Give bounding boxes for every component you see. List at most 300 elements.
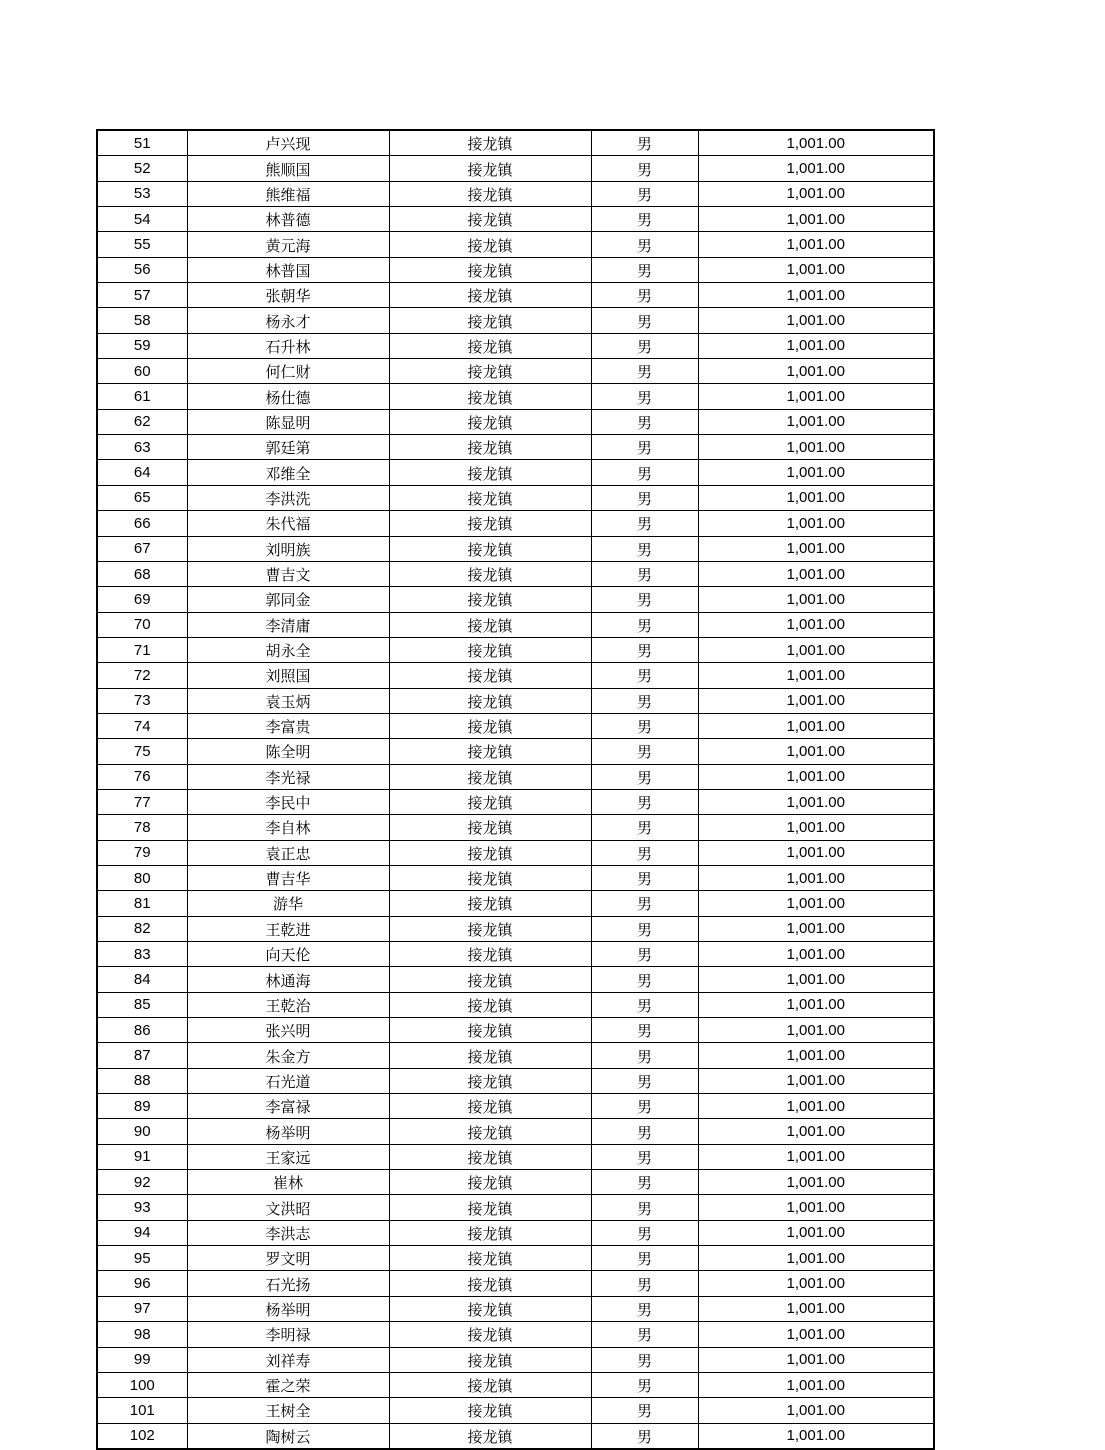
amount-cell: 1,001.00 — [698, 1018, 934, 1043]
person-name-cell: 崔林 — [187, 1170, 389, 1195]
amount-cell: 1,001.00 — [698, 257, 934, 282]
town-cell: 接龙镇 — [389, 156, 591, 181]
gender-cell: 男 — [591, 156, 698, 181]
gender-cell: 男 — [591, 992, 698, 1017]
gender-cell: 男 — [591, 1347, 698, 1372]
row-number-cell: 89 — [97, 1094, 187, 1119]
gender-cell: 男 — [591, 181, 698, 206]
table-row — [97, 916, 934, 941]
amount-cell: 1,001.00 — [698, 384, 934, 409]
table-row — [97, 536, 934, 561]
amount-cell: 1,001.00 — [698, 1170, 934, 1195]
table-row — [97, 1398, 934, 1423]
amount-cell: 1,001.00 — [698, 637, 934, 662]
person-name-cell: 霍之荣 — [187, 1372, 389, 1397]
person-name-cell: 杨举明 — [187, 1119, 389, 1144]
table-row — [97, 967, 934, 992]
amount-cell: 1,001.00 — [698, 561, 934, 586]
row-number-cell: 75 — [97, 739, 187, 764]
amount-cell: 1,001.00 — [698, 739, 934, 764]
person-name-cell: 胡永全 — [187, 637, 389, 662]
table-row — [97, 1423, 934, 1449]
table-row — [97, 789, 934, 814]
town-cell: 接龙镇 — [389, 992, 591, 1017]
gender-cell: 男 — [591, 1094, 698, 1119]
gender-cell: 男 — [591, 1068, 698, 1093]
table-row — [97, 739, 934, 764]
person-name-cell: 刘祥寿 — [187, 1347, 389, 1372]
amount-cell: 1,001.00 — [698, 891, 934, 916]
gender-cell: 男 — [591, 308, 698, 333]
town-cell: 接龙镇 — [389, 587, 591, 612]
person-name-cell: 李民中 — [187, 789, 389, 814]
amount-cell: 1,001.00 — [698, 916, 934, 941]
table-row — [97, 1043, 934, 1068]
gender-cell: 男 — [591, 1322, 698, 1347]
gender-cell: 男 — [591, 1043, 698, 1068]
row-number-cell: 98 — [97, 1322, 187, 1347]
table-row — [97, 587, 934, 612]
table-row — [97, 181, 934, 206]
row-number-cell: 65 — [97, 485, 187, 510]
table-row — [97, 1119, 934, 1144]
person-name-cell: 朱金方 — [187, 1043, 389, 1068]
person-name-cell: 林普德 — [187, 207, 389, 232]
table-row — [97, 156, 934, 181]
row-number-cell: 79 — [97, 840, 187, 865]
row-number-cell: 91 — [97, 1144, 187, 1169]
row-number-cell: 51 — [97, 130, 187, 156]
row-number-cell: 71 — [97, 637, 187, 662]
person-name-cell: 林普国 — [187, 257, 389, 282]
gender-cell: 男 — [591, 688, 698, 713]
row-number-cell: 52 — [97, 156, 187, 181]
table-row — [97, 511, 934, 536]
gender-cell: 男 — [591, 967, 698, 992]
table-row — [97, 1068, 934, 1093]
gender-cell: 男 — [591, 1119, 698, 1144]
table-row — [97, 207, 934, 232]
gender-cell: 男 — [591, 359, 698, 384]
town-cell: 接龙镇 — [389, 1043, 591, 1068]
row-number-cell: 97 — [97, 1296, 187, 1321]
row-number-cell: 90 — [97, 1119, 187, 1144]
row-number-cell: 62 — [97, 409, 187, 434]
gender-cell: 男 — [591, 1372, 698, 1397]
amount-cell: 1,001.00 — [698, 1398, 934, 1423]
table-row — [97, 1271, 934, 1296]
town-cell: 接龙镇 — [389, 663, 591, 688]
amount-cell: 1,001.00 — [698, 156, 934, 181]
table-row — [97, 612, 934, 637]
gender-cell: 男 — [591, 511, 698, 536]
town-cell: 接龙镇 — [389, 181, 591, 206]
table-row — [97, 561, 934, 586]
gender-cell: 男 — [591, 1170, 698, 1195]
town-cell: 接龙镇 — [389, 1296, 591, 1321]
town-cell: 接龙镇 — [389, 485, 591, 510]
amount-cell: 1,001.00 — [698, 1144, 934, 1169]
person-name-cell: 李自林 — [187, 815, 389, 840]
town-cell: 接龙镇 — [389, 232, 591, 257]
gender-cell: 男 — [591, 612, 698, 637]
town-cell: 接龙镇 — [389, 1119, 591, 1144]
person-name-cell: 罗文明 — [187, 1246, 389, 1271]
amount-cell: 1,001.00 — [698, 232, 934, 257]
table-row — [97, 359, 934, 384]
amount-cell: 1,001.00 — [698, 840, 934, 865]
row-number-cell: 85 — [97, 992, 187, 1017]
amount-cell: 1,001.00 — [698, 511, 934, 536]
person-name-cell: 曹吉华 — [187, 865, 389, 890]
amount-cell: 1,001.00 — [698, 1423, 934, 1449]
person-name-cell: 李明禄 — [187, 1322, 389, 1347]
town-cell: 接龙镇 — [389, 764, 591, 789]
town-cell: 接龙镇 — [389, 1170, 591, 1195]
row-number-cell: 70 — [97, 612, 187, 637]
amount-cell: 1,001.00 — [698, 713, 934, 738]
gender-cell: 男 — [591, 1220, 698, 1245]
gender-cell: 男 — [591, 1423, 698, 1449]
person-name-cell: 邓维全 — [187, 460, 389, 485]
table-row — [97, 1372, 934, 1397]
town-cell: 接龙镇 — [389, 1068, 591, 1093]
table-row — [97, 130, 934, 156]
person-name-cell: 石升林 — [187, 333, 389, 358]
row-number-cell: 76 — [97, 764, 187, 789]
person-name-cell: 向天伦 — [187, 942, 389, 967]
row-number-cell: 59 — [97, 333, 187, 358]
row-number-cell: 72 — [97, 663, 187, 688]
table-row — [97, 637, 934, 662]
person-name-cell: 朱代福 — [187, 511, 389, 536]
table-row — [97, 713, 934, 738]
table-row — [97, 1195, 934, 1220]
gender-cell: 男 — [591, 916, 698, 941]
amount-cell: 1,001.00 — [698, 1094, 934, 1119]
table-row — [97, 1170, 934, 1195]
table-row — [97, 1094, 934, 1119]
town-cell: 接龙镇 — [389, 435, 591, 460]
amount-cell: 1,001.00 — [698, 1119, 934, 1144]
row-number-cell: 64 — [97, 460, 187, 485]
person-name-cell: 李富贵 — [187, 713, 389, 738]
person-name-cell: 何仁财 — [187, 359, 389, 384]
town-cell: 接龙镇 — [389, 942, 591, 967]
person-name-cell: 刘照国 — [187, 663, 389, 688]
table-row — [97, 283, 934, 308]
person-name-cell: 张朝华 — [187, 283, 389, 308]
person-name-cell: 文洪昭 — [187, 1195, 389, 1220]
town-cell: 接龙镇 — [389, 1094, 591, 1119]
person-name-cell: 黄元海 — [187, 232, 389, 257]
gender-cell: 男 — [591, 865, 698, 890]
person-name-cell: 熊顺国 — [187, 156, 389, 181]
person-name-cell: 王乾进 — [187, 916, 389, 941]
amount-cell: 1,001.00 — [698, 359, 934, 384]
gender-cell: 男 — [591, 283, 698, 308]
town-cell: 接龙镇 — [389, 1195, 591, 1220]
person-name-cell: 李清庸 — [187, 612, 389, 637]
table-row — [97, 1144, 934, 1169]
person-name-cell: 游华 — [187, 891, 389, 916]
row-number-cell: 61 — [97, 384, 187, 409]
row-number-cell: 84 — [97, 967, 187, 992]
row-number-cell: 101 — [97, 1398, 187, 1423]
row-number-cell: 68 — [97, 561, 187, 586]
gender-cell: 男 — [591, 815, 698, 840]
town-cell: 接龙镇 — [389, 1246, 591, 1271]
amount-cell: 1,001.00 — [698, 435, 934, 460]
town-cell: 接龙镇 — [389, 789, 591, 814]
person-name-cell: 陈显明 — [187, 409, 389, 434]
row-number-cell: 87 — [97, 1043, 187, 1068]
person-name-cell: 陈全明 — [187, 739, 389, 764]
amount-cell: 1,001.00 — [698, 283, 934, 308]
person-name-cell: 袁玉炳 — [187, 688, 389, 713]
amount-cell: 1,001.00 — [698, 815, 934, 840]
table-row — [97, 460, 934, 485]
person-name-cell: 袁正忠 — [187, 840, 389, 865]
amount-cell: 1,001.00 — [698, 612, 934, 637]
row-number-cell: 74 — [97, 713, 187, 738]
town-cell: 接龙镇 — [389, 561, 591, 586]
amount-cell: 1,001.00 — [698, 663, 934, 688]
person-name-cell: 杨永才 — [187, 308, 389, 333]
table-row — [97, 1347, 934, 1372]
row-number-cell: 83 — [97, 942, 187, 967]
row-number-cell: 93 — [97, 1195, 187, 1220]
roster-table-body — [97, 130, 934, 1449]
row-number-cell: 57 — [97, 283, 187, 308]
person-name-cell: 曹吉文 — [187, 561, 389, 586]
person-name-cell: 王家远 — [187, 1144, 389, 1169]
town-cell: 接龙镇 — [389, 460, 591, 485]
row-number-cell: 94 — [97, 1220, 187, 1245]
town-cell: 接龙镇 — [389, 891, 591, 916]
town-cell: 接龙镇 — [389, 384, 591, 409]
town-cell: 接龙镇 — [389, 207, 591, 232]
table-row — [97, 992, 934, 1017]
table-row — [97, 308, 934, 333]
amount-cell: 1,001.00 — [698, 460, 934, 485]
amount-cell: 1,001.00 — [698, 409, 934, 434]
amount-cell: 1,001.00 — [698, 1372, 934, 1397]
amount-cell: 1,001.00 — [698, 865, 934, 890]
amount-cell: 1,001.00 — [698, 688, 934, 713]
gender-cell: 男 — [591, 384, 698, 409]
town-cell: 接龙镇 — [389, 739, 591, 764]
gender-cell: 男 — [591, 663, 698, 688]
table-row — [97, 764, 934, 789]
amount-cell: 1,001.00 — [698, 587, 934, 612]
table-row — [97, 840, 934, 865]
amount-cell: 1,001.00 — [698, 485, 934, 510]
gender-cell: 男 — [591, 435, 698, 460]
amount-cell: 1,001.00 — [698, 130, 934, 156]
person-name-cell: 刘明族 — [187, 536, 389, 561]
town-cell: 接龙镇 — [389, 1018, 591, 1043]
row-number-cell: 88 — [97, 1068, 187, 1093]
table-row — [97, 815, 934, 840]
gender-cell: 男 — [591, 789, 698, 814]
town-cell: 接龙镇 — [389, 130, 591, 156]
gender-cell: 男 — [591, 130, 698, 156]
gender-cell: 男 — [591, 1296, 698, 1321]
gender-cell: 男 — [591, 1018, 698, 1043]
person-name-cell: 卢兴现 — [187, 130, 389, 156]
row-number-cell: 80 — [97, 865, 187, 890]
gender-cell: 男 — [591, 232, 698, 257]
amount-cell: 1,001.00 — [698, 789, 934, 814]
row-number-cell: 86 — [97, 1018, 187, 1043]
town-cell: 接龙镇 — [389, 865, 591, 890]
table-row — [97, 891, 934, 916]
gender-cell: 男 — [591, 409, 698, 434]
amount-cell: 1,001.00 — [698, 207, 934, 232]
person-name-cell: 石光道 — [187, 1068, 389, 1093]
person-name-cell: 王乾治 — [187, 992, 389, 1017]
amount-cell: 1,001.00 — [698, 536, 934, 561]
gender-cell: 男 — [591, 1398, 698, 1423]
amount-cell: 1,001.00 — [698, 1043, 934, 1068]
gender-cell: 男 — [591, 485, 698, 510]
gender-cell: 男 — [591, 460, 698, 485]
town-cell: 接龙镇 — [389, 409, 591, 434]
gender-cell: 男 — [591, 840, 698, 865]
gender-cell: 男 — [591, 713, 698, 738]
row-number-cell: 55 — [97, 232, 187, 257]
town-cell: 接龙镇 — [389, 815, 591, 840]
town-cell: 接龙镇 — [389, 612, 591, 637]
amount-cell: 1,001.00 — [698, 1322, 934, 1347]
amount-cell: 1,001.00 — [698, 308, 934, 333]
table-row — [97, 485, 934, 510]
row-number-cell: 95 — [97, 1246, 187, 1271]
person-name-cell: 郭廷第 — [187, 435, 389, 460]
town-cell: 接龙镇 — [389, 1322, 591, 1347]
town-cell: 接龙镇 — [389, 333, 591, 358]
town-cell: 接龙镇 — [389, 840, 591, 865]
row-number-cell: 60 — [97, 359, 187, 384]
row-number-cell: 56 — [97, 257, 187, 282]
town-cell: 接龙镇 — [389, 1271, 591, 1296]
person-name-cell: 熊维福 — [187, 181, 389, 206]
gender-cell: 男 — [591, 1271, 698, 1296]
row-number-cell: 54 — [97, 207, 187, 232]
town-cell: 接龙镇 — [389, 359, 591, 384]
row-number-cell: 67 — [97, 536, 187, 561]
person-name-cell: 李富禄 — [187, 1094, 389, 1119]
gender-cell: 男 — [591, 333, 698, 358]
row-number-cell: 100 — [97, 1372, 187, 1397]
gender-cell: 男 — [591, 257, 698, 282]
table-row — [97, 384, 934, 409]
town-cell: 接龙镇 — [389, 713, 591, 738]
gender-cell: 男 — [591, 891, 698, 916]
amount-cell: 1,001.00 — [698, 1246, 934, 1271]
town-cell: 接龙镇 — [389, 511, 591, 536]
town-cell: 接龙镇 — [389, 1144, 591, 1169]
amount-cell: 1,001.00 — [698, 1271, 934, 1296]
row-number-cell: 69 — [97, 587, 187, 612]
row-number-cell: 96 — [97, 1271, 187, 1296]
gender-cell: 男 — [591, 1246, 698, 1271]
person-name-cell: 王树全 — [187, 1398, 389, 1423]
town-cell: 接龙镇 — [389, 688, 591, 713]
row-number-cell: 92 — [97, 1170, 187, 1195]
table-row — [97, 1018, 934, 1043]
amount-cell: 1,001.00 — [698, 181, 934, 206]
row-number-cell: 77 — [97, 789, 187, 814]
row-number-cell: 81 — [97, 891, 187, 916]
gender-cell: 男 — [591, 207, 698, 232]
town-cell: 接龙镇 — [389, 1398, 591, 1423]
town-cell: 接龙镇 — [389, 967, 591, 992]
person-name-cell: 石光扬 — [187, 1271, 389, 1296]
town-cell: 接龙镇 — [389, 308, 591, 333]
gender-cell: 男 — [591, 561, 698, 586]
table-row — [97, 1296, 934, 1321]
amount-cell: 1,001.00 — [698, 1296, 934, 1321]
row-number-cell: 66 — [97, 511, 187, 536]
amount-cell: 1,001.00 — [698, 1220, 934, 1245]
person-name-cell: 郭同金 — [187, 587, 389, 612]
amount-cell: 1,001.00 — [698, 1195, 934, 1220]
amount-cell: 1,001.00 — [698, 333, 934, 358]
gender-cell: 男 — [591, 536, 698, 561]
person-name-cell: 李洪志 — [187, 1220, 389, 1245]
amount-cell: 1,001.00 — [698, 764, 934, 789]
town-cell: 接龙镇 — [389, 1372, 591, 1397]
person-name-cell: 林通海 — [187, 967, 389, 992]
table-row — [97, 1220, 934, 1245]
person-name-cell: 张兴明 — [187, 1018, 389, 1043]
table-row — [97, 942, 934, 967]
table-row — [97, 688, 934, 713]
gender-cell: 男 — [591, 942, 698, 967]
gender-cell: 男 — [591, 587, 698, 612]
person-name-cell: 陶树云 — [187, 1423, 389, 1449]
person-name-cell: 杨仕德 — [187, 384, 389, 409]
table-row — [97, 865, 934, 890]
table-row — [97, 663, 934, 688]
amount-cell: 1,001.00 — [698, 942, 934, 967]
town-cell: 接龙镇 — [389, 1347, 591, 1372]
table-row — [97, 257, 934, 282]
gender-cell: 男 — [591, 1144, 698, 1169]
gender-cell: 男 — [591, 739, 698, 764]
town-cell: 接龙镇 — [389, 283, 591, 308]
person-name-cell: 李光禄 — [187, 764, 389, 789]
person-name-cell: 杨举明 — [187, 1296, 389, 1321]
person-name-cell: 李洪洗 — [187, 485, 389, 510]
amount-cell: 1,001.00 — [698, 1068, 934, 1093]
row-number-cell: 99 — [97, 1347, 187, 1372]
row-number-cell: 82 — [97, 916, 187, 941]
town-cell: 接龙镇 — [389, 536, 591, 561]
table-row — [97, 435, 934, 460]
gender-cell: 男 — [591, 764, 698, 789]
table-row — [97, 1322, 934, 1347]
town-cell: 接龙镇 — [389, 637, 591, 662]
town-cell: 接龙镇 — [389, 1423, 591, 1449]
amount-cell: 1,001.00 — [698, 992, 934, 1017]
town-cell: 接龙镇 — [389, 257, 591, 282]
roster-table — [96, 129, 935, 1450]
row-number-cell: 73 — [97, 688, 187, 713]
gender-cell: 男 — [591, 637, 698, 662]
